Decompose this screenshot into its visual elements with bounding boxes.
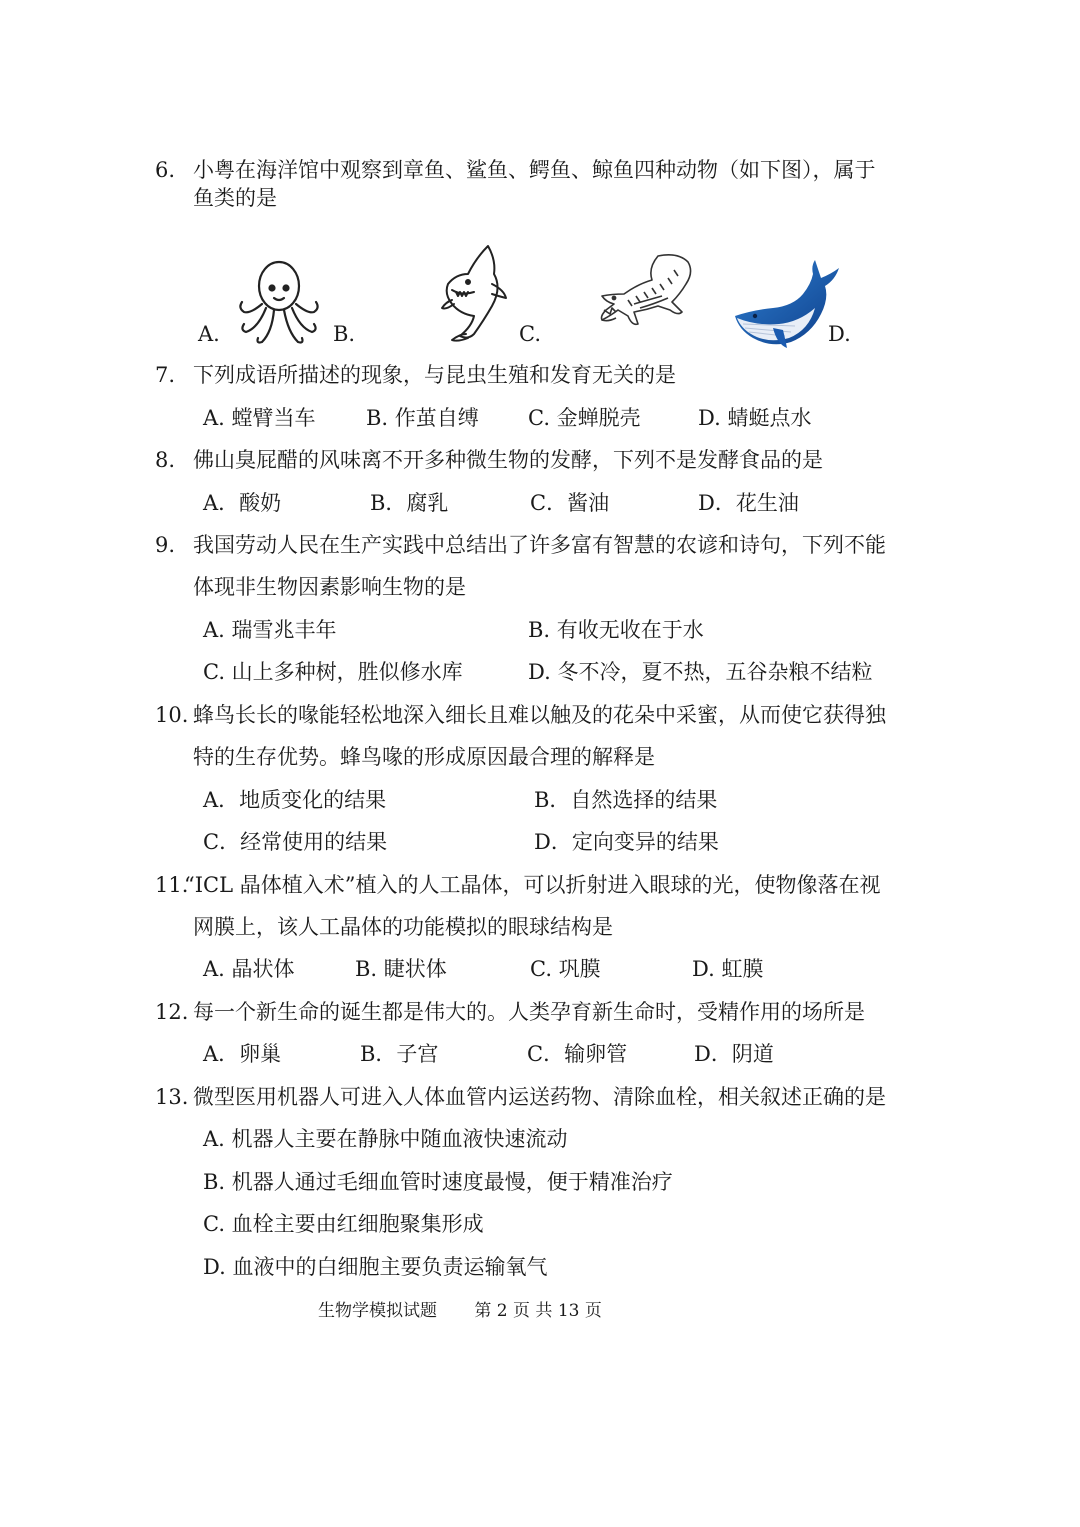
question-13-option-a[interactable]: A. 机器人主要在静脉中随血液快速流动 (203, 1127, 568, 1151)
question-13-option-d[interactable]: D. 血液中的白细胞主要负责运输氧气 (203, 1255, 548, 1279)
question-10-stem-line2: 特的生存优势。蜂鸟喙的形成原因最合理的解释是 (193, 745, 655, 769)
question-7-number: 7. (155, 363, 176, 387)
question-9-stem-line2: 体现非生物因素影响生物的是 (193, 575, 466, 599)
question-6-option-a[interactable]: A. (198, 322, 220, 346)
question-9-option-a[interactable]: A. 瑞雪兆丰年 (203, 618, 337, 642)
question-8-option-a[interactable]: A．酸奶 (203, 491, 282, 515)
question-10-option-a[interactable]: A．地质变化的结果 (203, 788, 387, 812)
question-6-stem-line2: 鱼类的是 (193, 186, 277, 210)
question-7-option-b[interactable]: B. 作茧自缚 (366, 406, 479, 430)
question-13-option-b[interactable]: B. 机器人通过毛细血管时速度最慢，便于精准治疗 (203, 1170, 673, 1194)
question-11-number: 11. (155, 873, 189, 897)
question-9-stem-line1: 我国劳动人民在生产实践中总结出了许多富有智慧的农谚和诗句，下列不能 (193, 533, 886, 557)
question-8-number: 8. (155, 448, 176, 472)
question-10-option-b[interactable]: B．自然选择的结果 (534, 788, 718, 812)
question-13-stem: 微型医用机器人可进入人体血管内运送药物、清除血栓，相关叙述正确的是 (193, 1085, 886, 1109)
question-8-option-d[interactable]: D．花生油 (698, 491, 799, 515)
question-12-stem: 每一个新生命的诞生都是伟大的。人类孕育新生命时，受精作用的场所是 (193, 1000, 865, 1024)
octopus-icon (236, 258, 322, 348)
footer-subject: 生物学模拟试题 (318, 1301, 437, 1321)
question-11-stem-line2: 网膜上，该人工晶体的功能模拟的眼球结构是 (193, 915, 613, 939)
page-footer (318, 1296, 608, 1321)
question-12-option-a[interactable]: A．卵巢 (203, 1042, 282, 1066)
question-10-option-d[interactable]: D．定向变异的结果 (534, 830, 719, 854)
question-9-number: 9. (155, 533, 176, 557)
question-6-stem-line1: 小粤在海洋馆中观察到章鱼、鲨鱼、鳄鱼、鲸鱼四种动物（如下图），属于 (193, 158, 876, 182)
question-7-stem: 下列成语所描述的现象，与昆虫生殖和发育无关的是 (193, 363, 676, 387)
question-12-number: 12. (155, 1000, 189, 1024)
question-6-number: 6. (155, 158, 176, 182)
crocodile-icon (598, 250, 696, 340)
question-6-option-b[interactable]: B. (333, 322, 356, 346)
question-6-option-c[interactable]: C. (519, 322, 541, 346)
question-7-option-d[interactable]: D. 蜻蜓点水 (698, 406, 812, 430)
question-6-option-d[interactable]: D. (828, 322, 851, 346)
question-12-option-c[interactable]: C．输卵管 (527, 1042, 628, 1066)
whale-icon (733, 254, 841, 350)
question-10-stem-line1: 蜂鸟长长的喙能轻松地深入细长且难以触及的花朵中采蜜，从而使它获得独 (193, 703, 886, 727)
question-10-number: 10. (155, 703, 189, 727)
question-8-stem: 佛山臭屁醋的风味离不开多种微生物的发酵，下列不是发酵食品的是 (193, 448, 823, 472)
question-8-option-c[interactable]: C．酱油 (530, 491, 610, 515)
footer-page-number: 第 2 页 共 13 页 (474, 1301, 602, 1321)
question-13-option-c[interactable]: C. 血栓主要由红细胞聚集形成 (203, 1212, 484, 1236)
question-9-option-c[interactable]: C. 山上多种树，胜似修水库 (203, 660, 463, 684)
question-11-option-c[interactable]: C. 巩膜 (530, 957, 601, 981)
question-9-option-b[interactable]: B. 有收无收在于水 (528, 618, 704, 642)
question-7-option-c[interactable]: C. 金蝉脱壳 (528, 406, 641, 430)
question-12-option-b[interactable]: B．子宫 (360, 1042, 439, 1066)
question-11-option-b[interactable]: B. 睫状体 (355, 957, 447, 981)
question-10-option-c[interactable]: C．经常使用的结果 (203, 830, 388, 854)
question-11-option-a[interactable]: A. 晶状体 (203, 957, 295, 981)
question-8-option-b[interactable]: B．腐乳 (370, 491, 449, 515)
question-7-option-a[interactable]: A. 螳臂当车 (203, 406, 316, 430)
question-12-option-d[interactable]: D．阴道 (694, 1042, 774, 1066)
shark-icon (438, 244, 510, 344)
question-13-number: 13. (155, 1085, 189, 1109)
question-11-stem-line1: “ICL 晶体植入术”植入的人工晶体，可以折射进入眼球的光，使物像落在视 (184, 873, 881, 897)
question-9-option-d[interactable]: D. 冬不冷，夏不热，五谷杂粮不结粒 (528, 660, 873, 684)
question-11-option-d[interactable]: D. 虹膜 (692, 957, 764, 981)
